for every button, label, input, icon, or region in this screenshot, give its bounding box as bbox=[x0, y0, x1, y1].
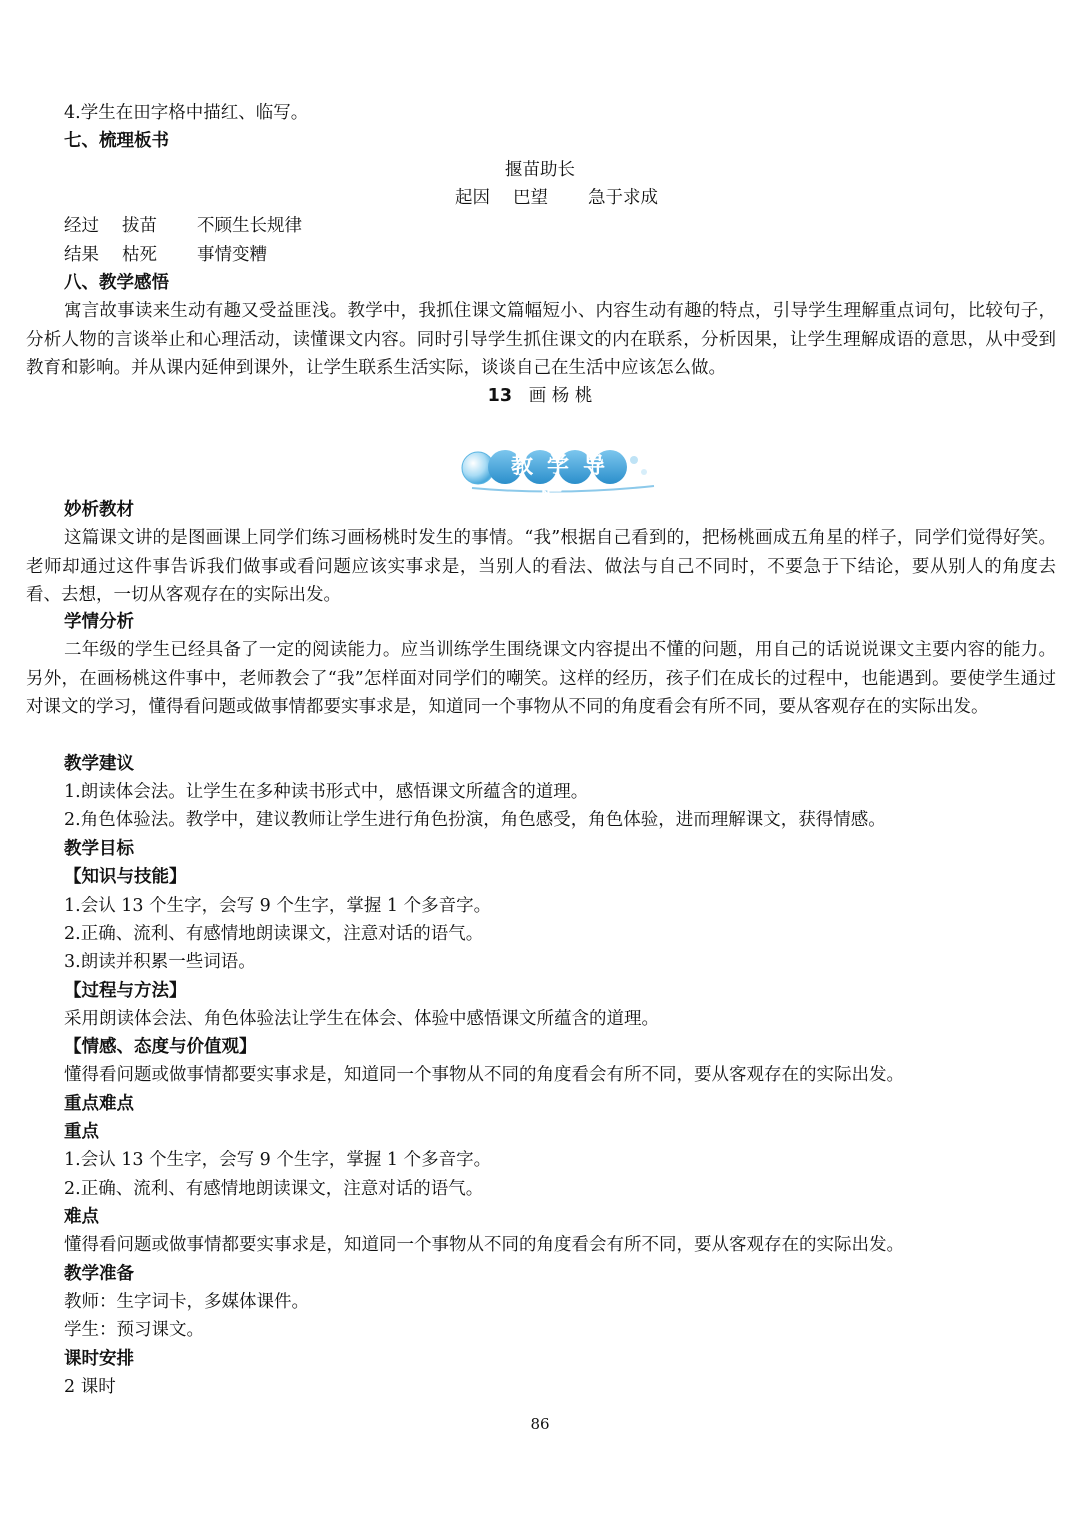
page-number: 86 bbox=[530, 1415, 550, 1433]
key-item-2: 2.正确、流利、有感情地朗读课文，注意对话的语气。 bbox=[64, 1179, 484, 1199]
analysis-text: 这篇课文讲的是图画课上同学们练习画杨桃时发生的事情。“我”根据自己看到的，把杨桃画成五角星的样子，同学们觉得好笑。老师却通过这件事告诉我们做事或看问题应该实事求是，当别人的看法、做法与自己不同时，不要急于下结论，要从别人的角度去看、去想，一切从客观存在的实际出发。 bbox=[26, 528, 1056, 605]
board-row3-c: 事情变糟 bbox=[197, 245, 267, 265]
board-row1-a: 起因 bbox=[455, 188, 490, 208]
section8-text: 寓言故事读来生动有趣又受益匪浅。教学中，我抓住课文篇幅短小、内容生动有趣的特点，引导学生理解重点词句，比较句子，分析人物的言谈举止和心理活动，读懂课文内容。同时引导学生抓住课文的内在联系，分析因果，让学生理解成语的意思，从中受到教育和影响。并从课内延伸到课外，让学生联系生活实际，谈谈自己在生活中应该怎么做。 bbox=[26, 301, 1056, 378]
prep-teacher: 教师：生字词卡，多媒体课件。 bbox=[64, 1292, 309, 1312]
key-heading: 重点 bbox=[64, 1122, 99, 1142]
section7-item4: 4.学生在田字格中描红、临写。 bbox=[64, 103, 309, 123]
board-row1-b: 巴望 bbox=[513, 188, 548, 208]
lesson-title bbox=[0, 382, 1080, 410]
goals-heading: 教学目标 bbox=[64, 839, 134, 859]
values-heading: 【情感、态度与价值观】 bbox=[64, 1037, 257, 1057]
section7-heading: 七、梳理板书 bbox=[64, 131, 169, 151]
board-row2-c: 不顾生长规律 bbox=[197, 216, 302, 236]
banner-text: 教学导航 bbox=[510, 454, 619, 511]
students-text: 二年级的学生已经具备了一定的阅读能力。应当训练学生围绕课文内容提出不懂的问题，用自己的话说说课文主要内容的能力。另外，在画杨桃这件事中，老师教会了“我”怎样面对同学们的嘲笑。这样的经历，孩子们在成长的过程中，也能遇到。要使学生通过对课文的学习，懂得看问题或做事情都要实事求是，知道同一个事物从不同的角度看会有所不同，要从客观存在的实际出发。 bbox=[26, 640, 1056, 717]
board-row3-a: 结果 bbox=[64, 245, 99, 265]
values-text: 懂得看问题或做事情都要实事求是，知道同一个事物从不同的角度看会有所不同，要从客观存在的实际出发。 bbox=[64, 1065, 904, 1085]
difficult-heading: 难点 bbox=[64, 1207, 99, 1227]
schedule-text: 2 课时 bbox=[64, 1377, 116, 1397]
process-text: 采用朗读体会法、角色体验法让学生在体会、体验中感悟课文所蕴含的道理。 bbox=[64, 1009, 659, 1029]
board-title: 揠苗助长 bbox=[505, 160, 575, 180]
teaching-nav-banner bbox=[458, 446, 658, 511]
students-heading: 学情分析 bbox=[64, 612, 134, 632]
board-row1-c: 急于求成 bbox=[588, 188, 658, 208]
process-heading: 【过程与方法】 bbox=[64, 981, 187, 1001]
section8-heading: 八、教学感悟 bbox=[64, 273, 169, 293]
knowledge-item-3: 3.朗读并积累一些词语。 bbox=[64, 952, 256, 972]
schedule-heading: 课时安排 bbox=[64, 1349, 134, 1369]
difficult-text: 懂得看问题或做事情都要实事求是，知道同一个事物从不同的角度看会有所不同，要从客观存在的实际出发。 bbox=[64, 1235, 904, 1255]
key-item-1: 1.会认 13 个生字，会写 9 个生字，掌握 1 个多音字。 bbox=[64, 1150, 492, 1170]
lesson-name: 画 杨 桃 bbox=[528, 386, 593, 406]
prep-heading: 教学准备 bbox=[64, 1264, 134, 1284]
analysis-heading: 妙析教材 bbox=[64, 500, 134, 520]
knowledge-item-1: 1.会认 13 个生字，会写 9 个生字，掌握 1 个多音字。 bbox=[64, 896, 492, 916]
prep-student: 学生：预习课文。 bbox=[64, 1320, 204, 1340]
knowledge-item-2: 2.正确、流利、有感情地朗读课文，注意对话的语气。 bbox=[64, 924, 484, 944]
keypoints-heading: 重点难点 bbox=[64, 1094, 134, 1114]
lesson-number: 13 bbox=[487, 386, 512, 406]
board-row2-b: 拔苗 bbox=[122, 216, 157, 236]
suggestion-item-1: 1.朗读体会法。让学生在多种读书形式中，感悟课文所蕴含的道理。 bbox=[64, 782, 589, 802]
suggestion-item-2: 2.角色体验法。教学中，建议教师让学生进行角色扮演，角色感受，角色体验，进而理解课文，获得情感。 bbox=[64, 810, 886, 830]
suggestions-heading: 教学建议 bbox=[64, 754, 134, 774]
board-row3-b: 枯死 bbox=[122, 245, 157, 265]
board-row2-a: 经过 bbox=[64, 216, 99, 236]
knowledge-heading: 【知识与技能】 bbox=[64, 867, 187, 887]
